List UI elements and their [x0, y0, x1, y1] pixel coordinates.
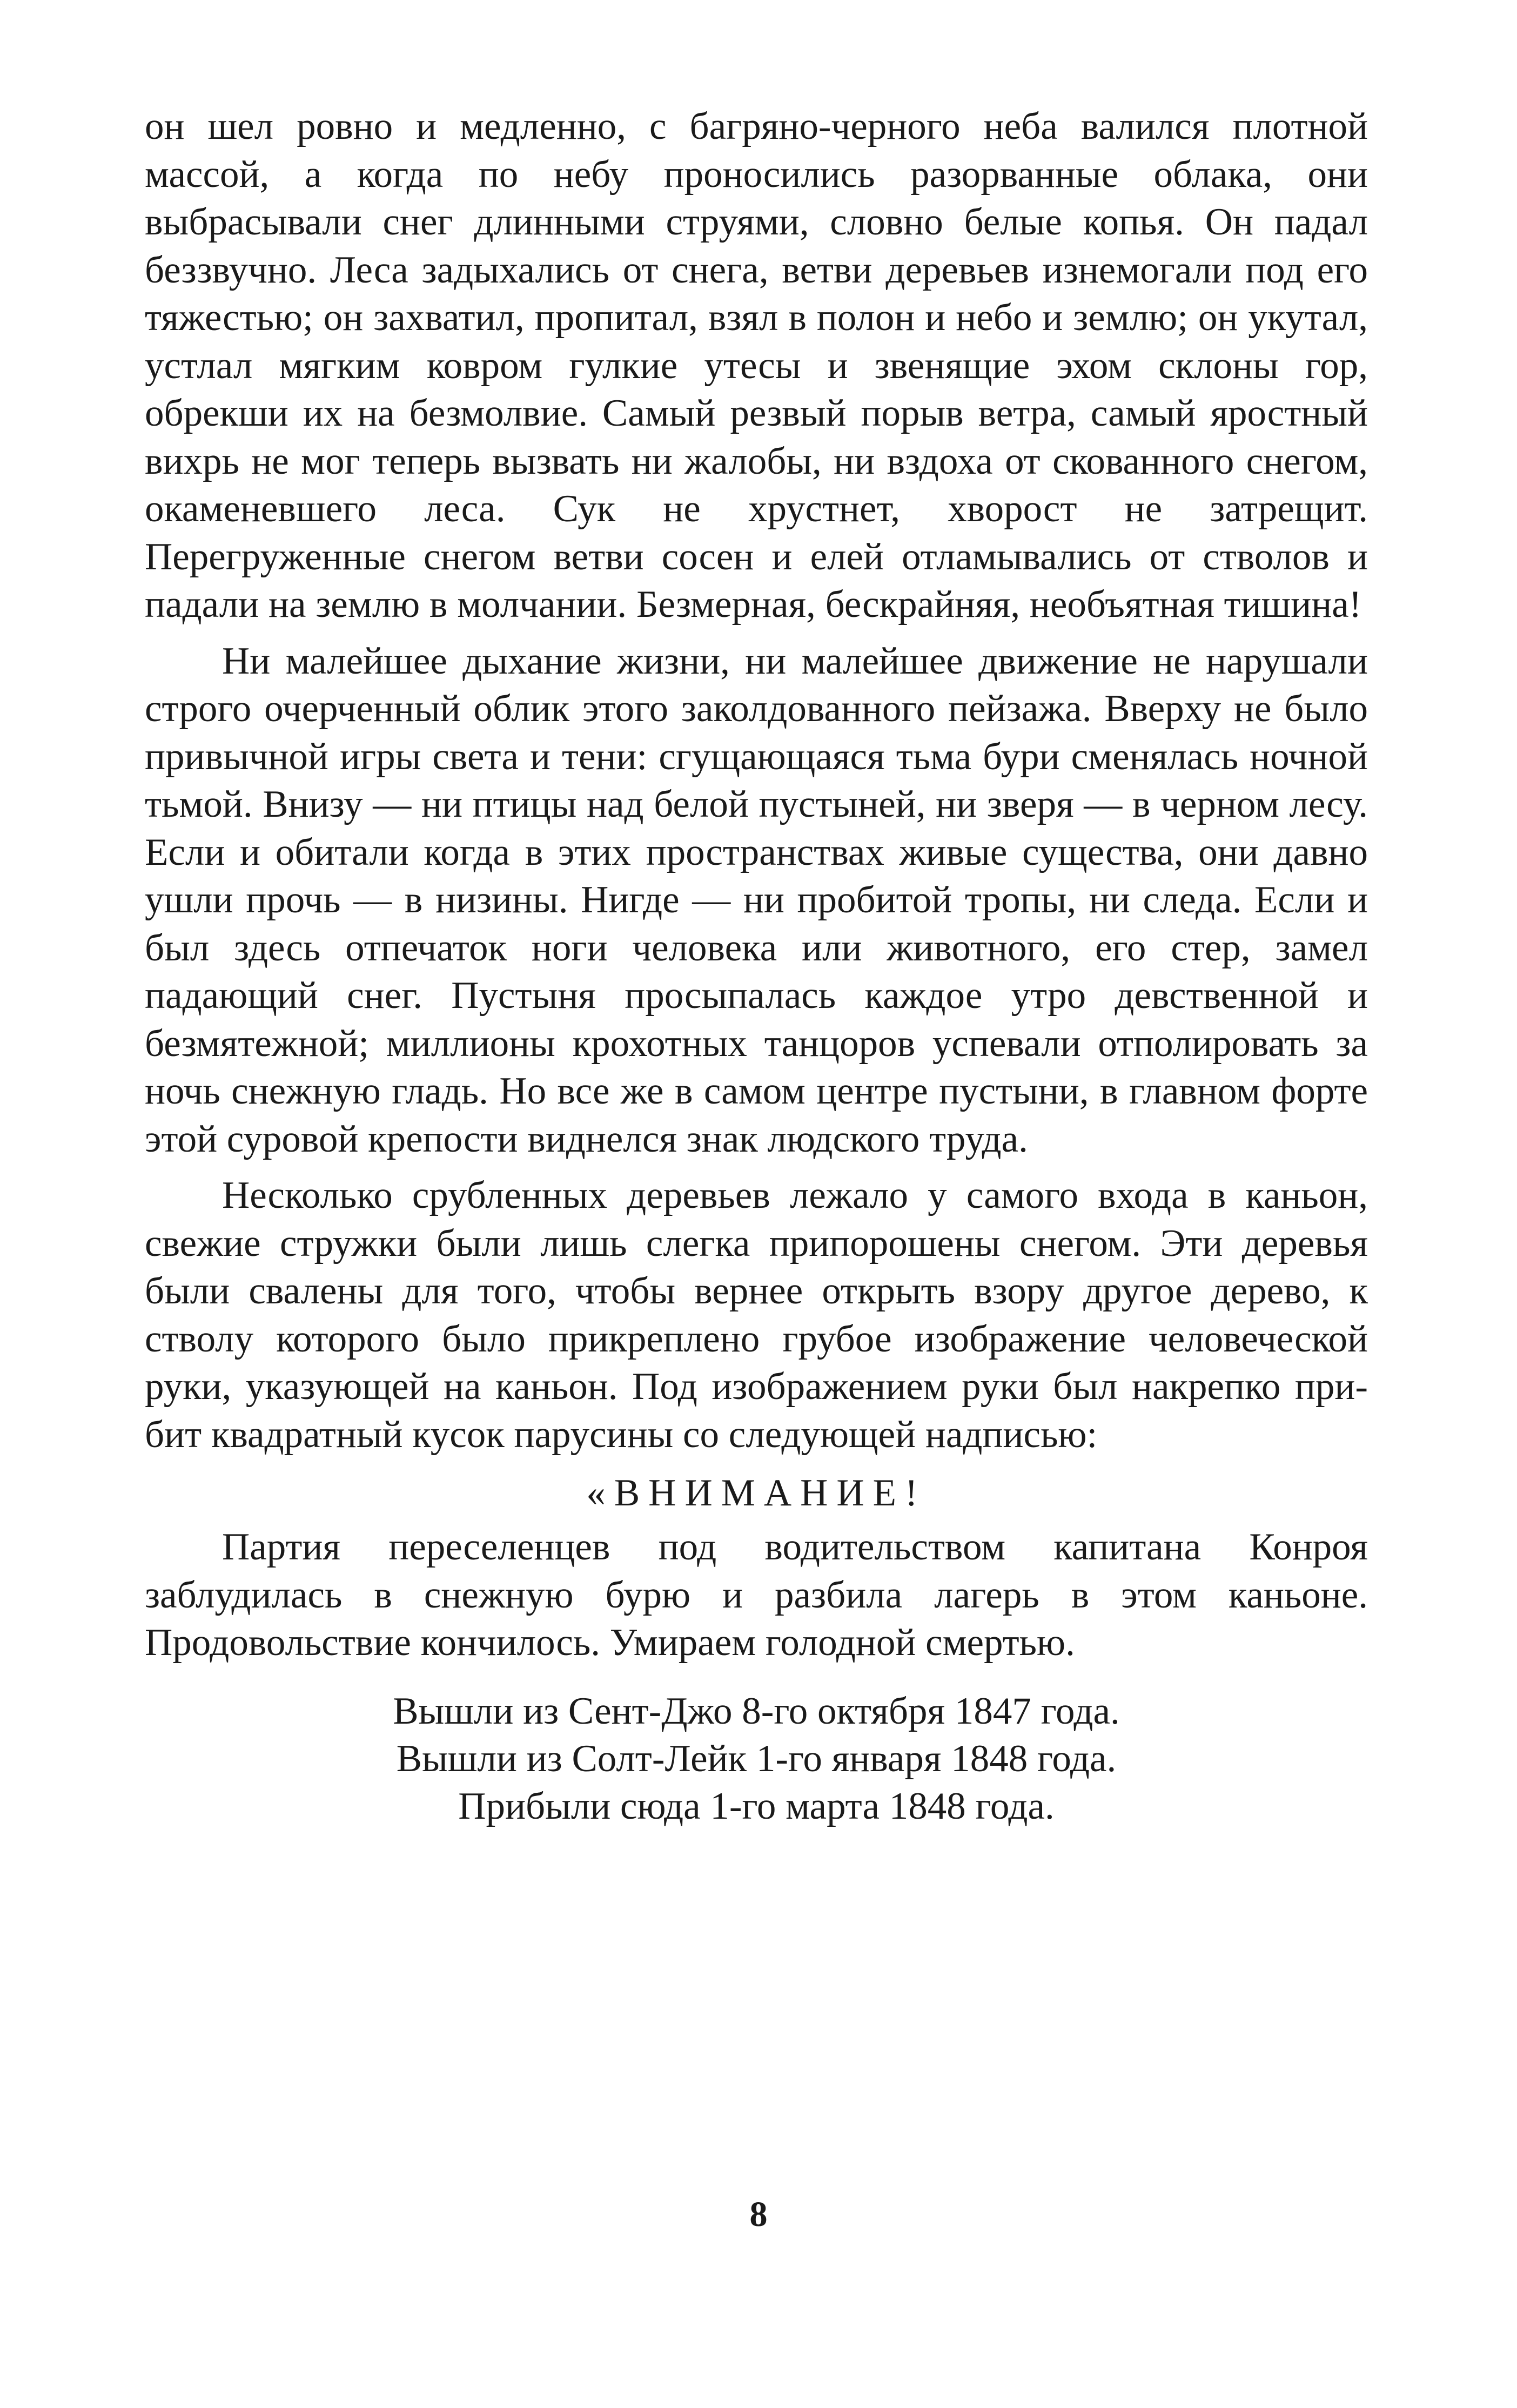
date-line-departure-salt-lake: Вышли из Солт-Лейк 1-го января 1848 года.: [396, 1737, 1117, 1780]
notice-title: «ВНИМАНИЕ!: [586, 1472, 927, 1514]
page-text: [145, 103, 1368, 1830]
date-line-departure-st-joe: Вышли из Сент-Джо 8-го октября 1847 года.: [393, 1690, 1120, 1732]
paragraph-snowfall: он шел ровно и медленно, с багряно-черного неба валился плотной массой, а когда по небу проносились разорванные облака, они выбрасывали снег длинными струями, словно белые копья. Он падал беззвучно. Леса задыхались от снега, ветви деревьев изнемогали под его тяжестью; он захватил, пропитал, взял в полон и небо и землю; он укутал, устлал мягким ковром гулкие утесы и звенящие эхом склоны гор, обрекши их на безмолвие. Самый резвый порыв ветра, самый яростный вихрь не мог теперь вызвать ни жалобы, ни вздоха от скованного снегом, окаменевшего леса. Сук не хрустнет, хворост не затрещит. Перегруженные снегом ветви сосен и елей отламывались от стволов и падали на землю в молчании. Безмерная, бескрайняя, необъятная тишина!: [145, 105, 1368, 625]
notice-dates: [145, 1687, 1368, 1830]
paragraph-landscape: Ни малейшее дыхание жизни, ни малейшее движение не нарушали строго очерченный облик этого заколдованного пейзажа. Вверху не было привычной игры света и тени: сгущающаяся тьма бури сменялась ночной тьмой. Внизу — ни птицы над белой пустыней, ни зверя — в черном лесу. Если и обитали когда в этих пространствах живые существа, они давно ушли прочь — в низины. Нигде — ни пробитой тропы, ни следа. Если и был здесь отпечаток ноги человека или животного, его стер, замел падающий снег. Пустыня просыпалась каждое утро девственной и безмятежной; миллионы крохотных танцоров успевали отполировать за ночь снежную гладь. Но все же в самом центре пустыни, в главном форте этой суровой крепости виднелся знак людского труда.: [145, 640, 1368, 1160]
paragraph-felled-trees: Несколько срубленных деревьев лежало у самого входа в каньон, свежие стружки были лишь слегка припорошены снегом. Эти деревья были свалены для того, чтобы вернее открыть взору другое дерево, к стволу которого было прикреплено грубое изображение человеческой руки, указующей на каньон. Под изображением руки был накрепко прибит квадратный кусок парусины со следующей надписью:: [145, 1174, 1368, 1456]
notice-body: Партия переселенцев под водительством капитана Конроя заблудилась в снежную бурю и разбила лагерь в этом каньоне. Продовольствие кончилось. Умираем голодной смертью.: [145, 1526, 1368, 1664]
page-number: 8: [749, 2195, 768, 2234]
date-line-arrival: Прибыли сюда 1-го марта 1848 года.: [458, 1785, 1055, 1827]
